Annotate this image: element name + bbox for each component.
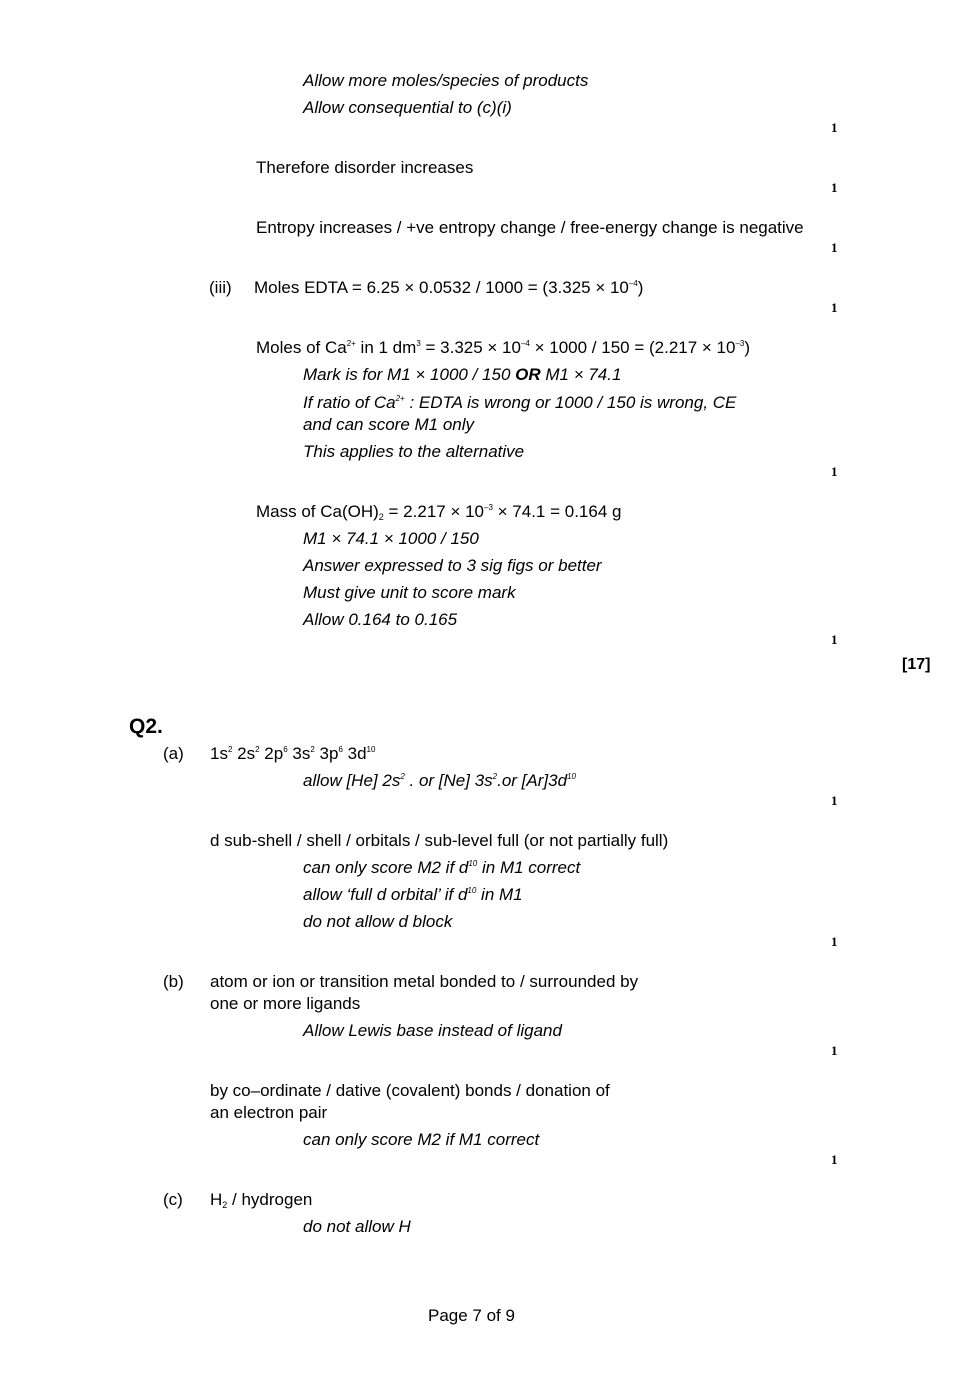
answer-complex-def: atom or ion or transition metal bonded to / surrounded by: [210, 972, 639, 991]
note-unit: Must give unit to score mark: [303, 583, 516, 602]
mark-value: 1: [831, 300, 838, 315]
mark-value: 1: [831, 1043, 838, 1058]
answer-coordinate-bonds: by co–ordinate / dative (covalent) bonds / donation of: [210, 1081, 610, 1100]
note-allow-noble-gas: allow [He] $2s^2$ . or [Ne] $3s^2.or$ $[Ar]3d^{10}$: [303, 771, 576, 790]
part-label-c: (c): [163, 1190, 183, 1209]
mark-value: 1: [831, 120, 838, 135]
note-m2-if-m1: can only score M2 if M1 correct: [303, 1130, 540, 1149]
mark-value: 1: [831, 1152, 838, 1167]
mark-value: 1: [831, 464, 838, 479]
answer-complex-def-line2: one or more ligands: [210, 994, 361, 1013]
answer-entropy: Entropy increases / +ve entropy change / free-energy change is negative: [256, 218, 804, 237]
mark-value: 1: [831, 793, 838, 808]
question-total: [17]: [902, 656, 931, 673]
note-mark-is-for: Mark is for M1 × 1000 / 150 OR M1 × 74.1: [303, 365, 622, 384]
note-full-d-orbital: allow ‘full d orbital’ if $d^{10}$ in M1: [303, 885, 523, 904]
answer-mass-caoh2: Mass of $Ca(OH)_2 = 2.217 \times 10^{-3} \times 74.1 = 0.164$ g: [256, 502, 622, 522]
answer-moles-ca: Moles of $Ca^{2+}$ in 1 $dm^3 = 3.325 \times 10^{-4} \times 1000 / 150 = (2.217 \times 10^{-3})$: [256, 338, 751, 357]
note-applies-alternative: This applies to the alternative: [303, 442, 525, 461]
note-sig-figs: Answer expressed to 3 sig figs or better: [303, 556, 602, 575]
part-label-iii: (iii): [209, 278, 232, 297]
note-allow-more-moles: Allow more moles/species of products: [303, 71, 589, 90]
note-ratio-wrong-line2: and can score M1 only: [303, 415, 475, 434]
mark-value: 1: [831, 934, 838, 949]
answer-disorder: Therefore disorder increases: [256, 158, 474, 177]
part-label-b: (b): [163, 972, 184, 991]
note-allow-consequential: Allow consequential to (c)(i): [303, 98, 512, 117]
answer-electron-config: $1s^2$ $2s^2$ $2p^6$ $3s^2$ $3p^6$ $3d^{10}$: [210, 744, 376, 763]
page-number: Page 7 of 9: [428, 1306, 515, 1325]
note-lewis-base: Allow Lewis base instead of ligand: [303, 1021, 562, 1040]
part-label-a: (a): [163, 744, 184, 763]
answer-hydrogen: $H_2$ / hydrogen: [210, 1190, 313, 1210]
answer-moles-edta: Moles EDTA = $6.25 \times 0.0532 / 1000 = (3.325 \times 10^{-4})$: [254, 278, 644, 297]
note-no-d-block: do not allow d block: [303, 912, 453, 931]
mark-value: 1: [831, 240, 838, 255]
note-ratio-wrong: If ratio of $Ca^{2+}$ : EDTA is wrong or 1000 / 150 is wrong, CE: [303, 393, 737, 412]
question-heading: Q2.: [129, 715, 163, 738]
mark-value: 1: [831, 180, 838, 195]
note-m2-condition: can only score M2 if $d^{10}$ in M1 correct: [303, 858, 581, 877]
mark-value: 1: [831, 632, 838, 647]
note-no-h: do not allow H: [303, 1217, 411, 1236]
answer-coordinate-bonds-line2: an electron pair: [210, 1103, 328, 1122]
answer-d-full: d sub-shell / shell / orbitals / sub-level full (or not partially full): [210, 831, 669, 850]
note-allow-range: Allow 0.164 to 0.165: [303, 610, 458, 629]
note-m1-calc: M1 × 74.1 × 1000 / 150: [303, 529, 479, 548]
